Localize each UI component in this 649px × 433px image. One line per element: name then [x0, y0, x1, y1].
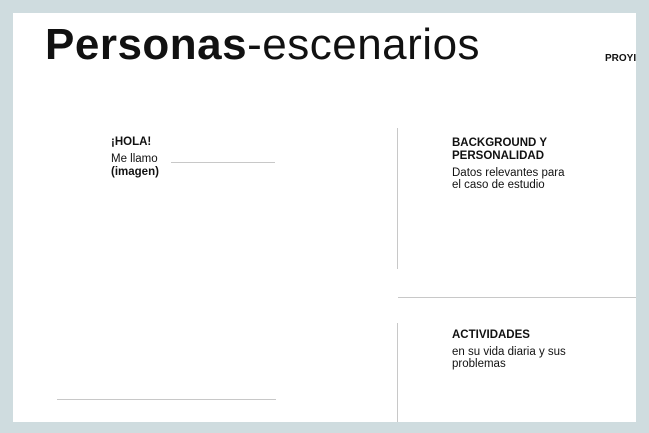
title-bold: Personas [45, 20, 248, 69]
actividades-heading: ACTIVIDADES [452, 329, 530, 341]
background-text-line1: Datos relevantes para [452, 167, 565, 179]
hola-heading: ¡HOLA! [111, 136, 152, 148]
name-line [171, 162, 275, 163]
divider-lower [397, 323, 398, 422]
bottom-left-line [57, 399, 276, 400]
section-divider [398, 297, 636, 298]
title-light: -escenarios [247, 20, 481, 69]
proyecto-label: PROYI [605, 53, 636, 64]
background-heading-line1: BACKGROUND Y [452, 137, 547, 149]
divider-upper [397, 128, 398, 269]
actividades-text-line1: en su vida diaria y sus [452, 346, 566, 358]
background-heading-line2: PERSONALIDAD [452, 150, 545, 162]
page-title [45, 20, 481, 69]
actividades-text-line2: problemas [452, 358, 506, 370]
background-text-line2: el caso de estudio [452, 179, 545, 191]
me-llamo-label: Me llamo [111, 153, 158, 165]
imagen-label: (imagen) [111, 166, 159, 178]
persona-card [13, 13, 636, 422]
